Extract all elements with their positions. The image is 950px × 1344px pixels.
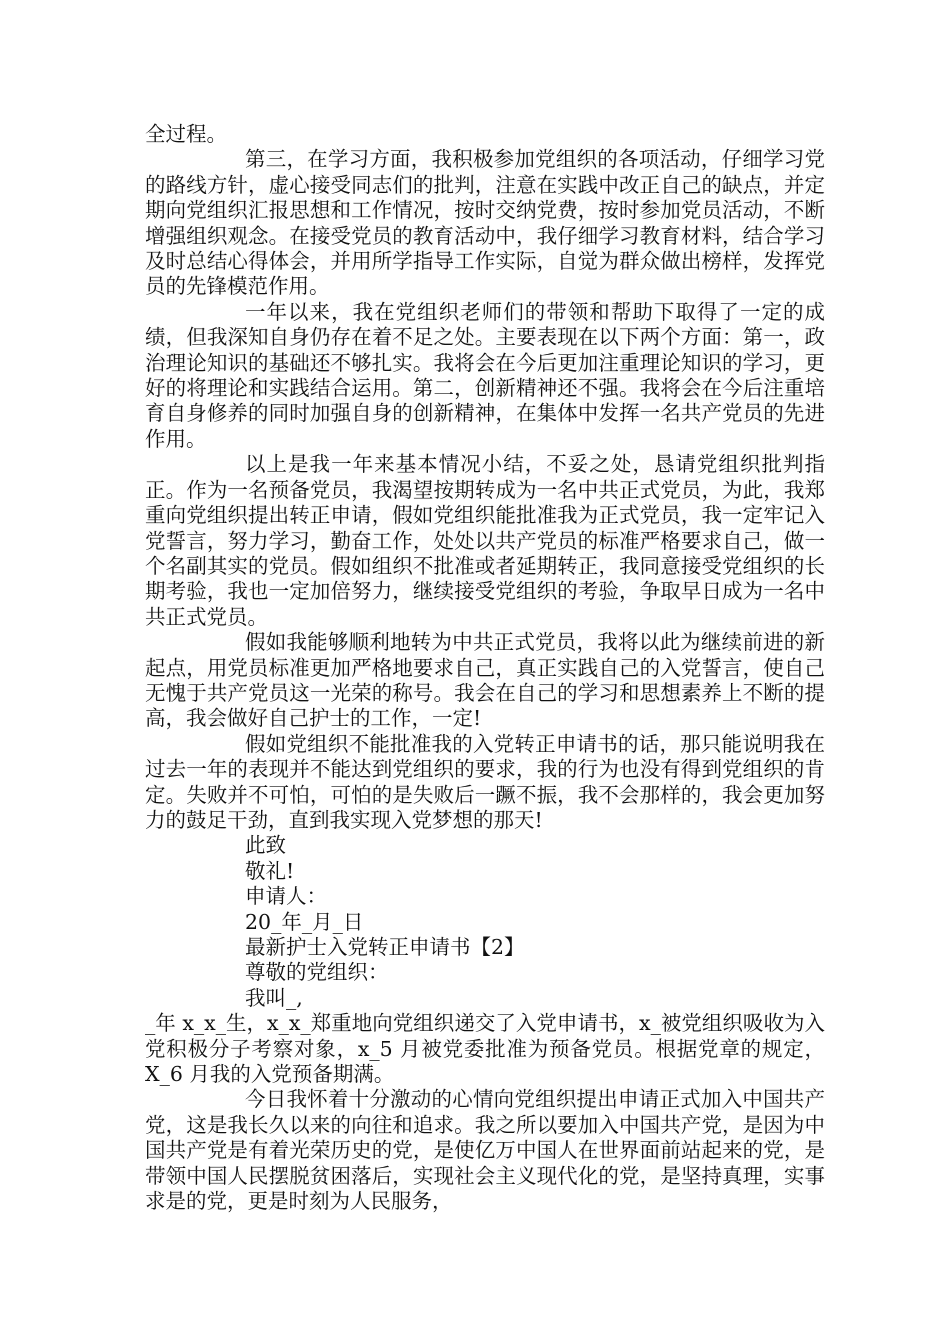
date-line: 20_年_月_日 bbox=[245, 909, 364, 934]
paragraph: 第三，在学习方面，我积极参加党组织的各项活动，仔细学习党的路线方针，虚心接受同志们的批判，注意在实践中改正自己的缺点，并定期向党组织汇报思想和工作情况，按时交纳党费，按时参加党员活动，不断增强组织观念。在接受党员的教育活动中，我仔细学习教育材料，结合学习及时总结心得体会，并用所学指导工作实际，自觉为群众做出榜样，发挥党员的先锋模范作用。 bbox=[145, 147, 825, 299]
applicant-label: 申请人： bbox=[245, 884, 327, 909]
paragraph: 一年以来，我在党组织老师们的带领和帮助下取得了一定的成绩，但我深知自身仍存在着不足之处。主要表现在以下两个方面：第一，政治理论知识的基础还不够扎实。我将会在今后更加注重理论知识的学习，更好的将理论和实践结合运用。第二，创新精神还不强。我将会在今后注重培育自身修养的同时加强自身的创新精神，在集体中发挥一名共产党员的先进作用。 bbox=[145, 299, 825, 451]
document-page bbox=[145, 122, 825, 1214]
paragraph: 今日我怀着十分激动的心情向党组织提出申请正式加入中国共产党，这是我长久以来的向往和追求。我之所以要加入中国共产党，是因为中国共产党是有着光荣历史的党，是使亿万中国人在世界面前站起来的党，是带领中国人民摆脱贫困落后，实现社会主义现代化的党，是坚持真理，实事求是的党，更是时刻为人民服务， bbox=[145, 1087, 825, 1214]
paragraph: 以上是我一年来基本情况小结，不妥之处，恳请党组织批判指正。作为一名预备党员，我渴望按期转成为一名中共正式党员，为此，我郑重向党组织提出转正申请，假如党组织能批准我为正式党员，我一定牢记入党誓言，努力学习，勤奋工作，处处以共产党员的标准严格要求自己，做一个名副其实的党员。假如组织不批准或者延期转正，我同意接受党组织的长期考验，我也一定加倍努力，继续接受党组织的考验，争取早日成为一名中共正式党员。 bbox=[145, 452, 825, 629]
paragraph: 全过程。 bbox=[145, 122, 227, 146]
paragraph: 假如我能够顺利地转为中共正式党员，我将以此为继续前进的新起点，用党员标准更加严格地要求自己，真正实践自己的入党誓言，使自己无愧于共产党员这一光荣的称号。我会在自己的学习和思想素养上不断的提高，我会做好自己护士的工作，一定! bbox=[145, 630, 825, 731]
greeting: 尊敬的党组织： bbox=[245, 960, 389, 985]
closing-respect: 敬礼! bbox=[245, 858, 295, 883]
section-title: 最新护士入党转正申请书【2】 bbox=[245, 935, 525, 959]
paragraph: 假如党组织不能批准我的入党转正申请书的话，那只能说明我在过去一年的表现并不能达到党组织的要求，我的行为也没有得到党组织的肯定。失败并不可怕，可怕的是失败后一蹶不振，我不会那样的，我会更加努力的鼓足干劲，直到我实现入党梦想的那天! bbox=[145, 731, 825, 832]
closing-salutation: 此致 bbox=[245, 833, 286, 858]
name-line: 我叫_, bbox=[245, 985, 303, 1010]
paragraph: _年 x_x_生，x_x_郑重地向党组织递交了入党申请书，x_被党组织吸收为入党积极分子考察对象，x_5 月被党委批准为预备党员。根据党章的规定，X_6 月我的入党预备期满。 bbox=[145, 1011, 825, 1087]
